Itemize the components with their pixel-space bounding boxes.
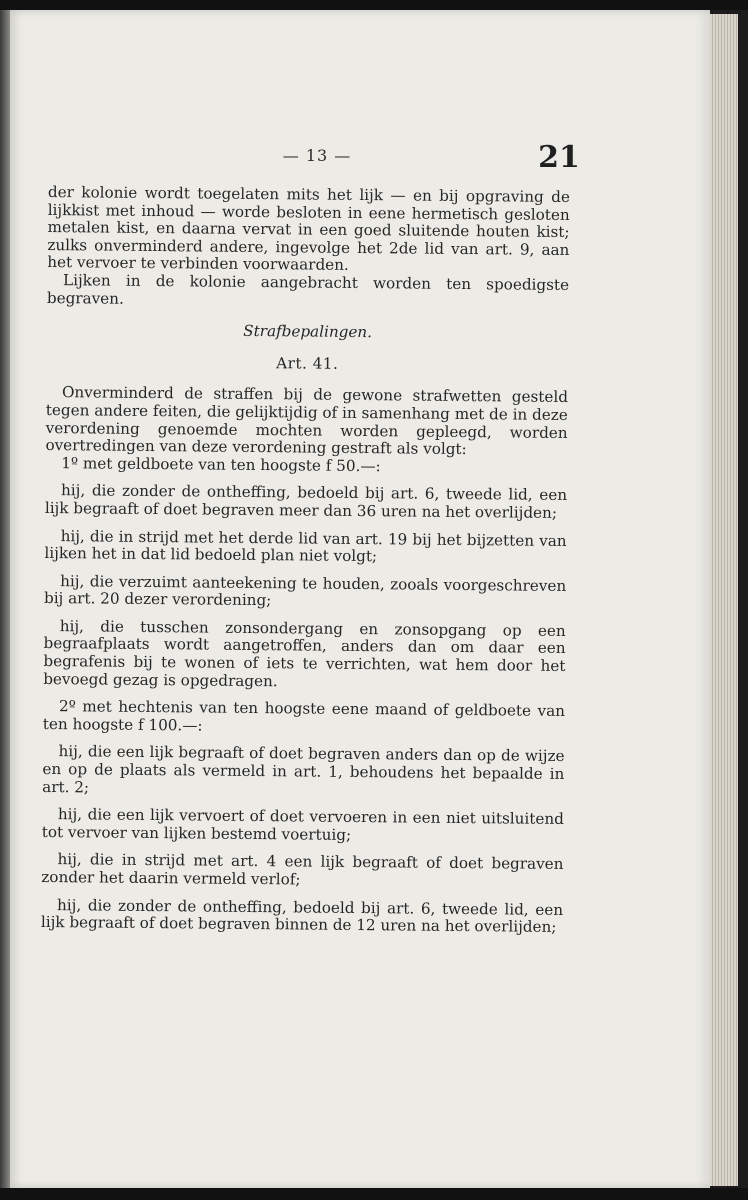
body-text — [41, 184, 570, 937]
book-binding — [0, 10, 10, 1190]
paragraph-burial: Lijken in de kolonie aangebracht worden ten spoedigste begraven. — [46, 271, 570, 308]
list-item: hij, die in strijd met art. 4 een lijk begraaft of doet begraven zonder het daarin vermeld verlof; — [41, 850, 564, 889]
list-item: hij, die een lijk begraaft of doet begraven anders dan op de wijze en op de plaats als vermeld in art. 1, behoudens het bepaalde in art. 2; — [42, 742, 565, 797]
list-item: hij, die tusschen zonsondergang en zonsopgang op een begraafplaats wordt aangetroffen, anders dan om daar een begrafenis bij te wonen of iets te verrichten, wat hem door het bevoegd gezag is opgedragen. — [43, 617, 566, 690]
list-item: hij, die zonder de ontheffing, bedoeld bij art. 6, tweede lid, een lijk begraaft of doet begraven meer dan 36 uren na het overlijden; — [44, 481, 568, 522]
list-item: hij, die zonder de ontheffing, bedoeld bij art. 6, tweede lid, een lijk begraaft of doet begraven binnen de 12 uren na het overlijden; — [40, 895, 564, 937]
clause-fine-50: 1º met geldboete van ten hoogste f 50.—: — [61, 453, 381, 475]
clause-detention: 2º met hechtenis van ten hoogste eene maand of geldboete van ten hoogste f 100.—: — [42, 697, 566, 735]
page-edges — [710, 14, 738, 1186]
list-item: hij, die in strijd met het derde lid van art. 19 bij het bijzetten van lijken het in dat lid bedoeld plan niet volgt; — [44, 526, 567, 566]
paragraph-penalties-intro: Onverminderd de straffen bij de gewone strafwetten gesteld tegen andere feiten, die gelijktijdig of in samenhang met de in deze verordening genoemde mochten worden gepleegd, worden overtredingen van deze verordening gestraft als volgt: — [45, 383, 569, 459]
list-item: hij, die verzuimt aanteekening te houden, zooals voorgeschreven bij art. 20 dezer verordening; — [43, 571, 567, 610]
article-number: Art. 41. — [276, 353, 339, 373]
list-item: hij, die een lijk vervoert of doet vervoeren in een niet uitsluitend tot vervoer van lijken bestemd voertuig; — [41, 805, 565, 844]
page-number: — 13 — — [282, 146, 352, 165]
section-heading: Strafbepalingen. — [243, 322, 373, 342]
paragraph-continuation: der kolonie wordt toegelaten mits het lijk — en bij opgraving de lijkkist met inhoud — worde besloten in eene hermetisch gesloten metalen kist, en daarna vervat in een goed sluitende houten kist; zulks onverminderd andere, ingevolge het 2de lid van art. 9, aan het vervoer te verbinden voorwaarden. — [47, 183, 570, 275]
scan-border-bottom — [0, 1188, 748, 1200]
stamped-page-number: 21 — [538, 140, 580, 175]
scan-border-top — [0, 0, 748, 10]
